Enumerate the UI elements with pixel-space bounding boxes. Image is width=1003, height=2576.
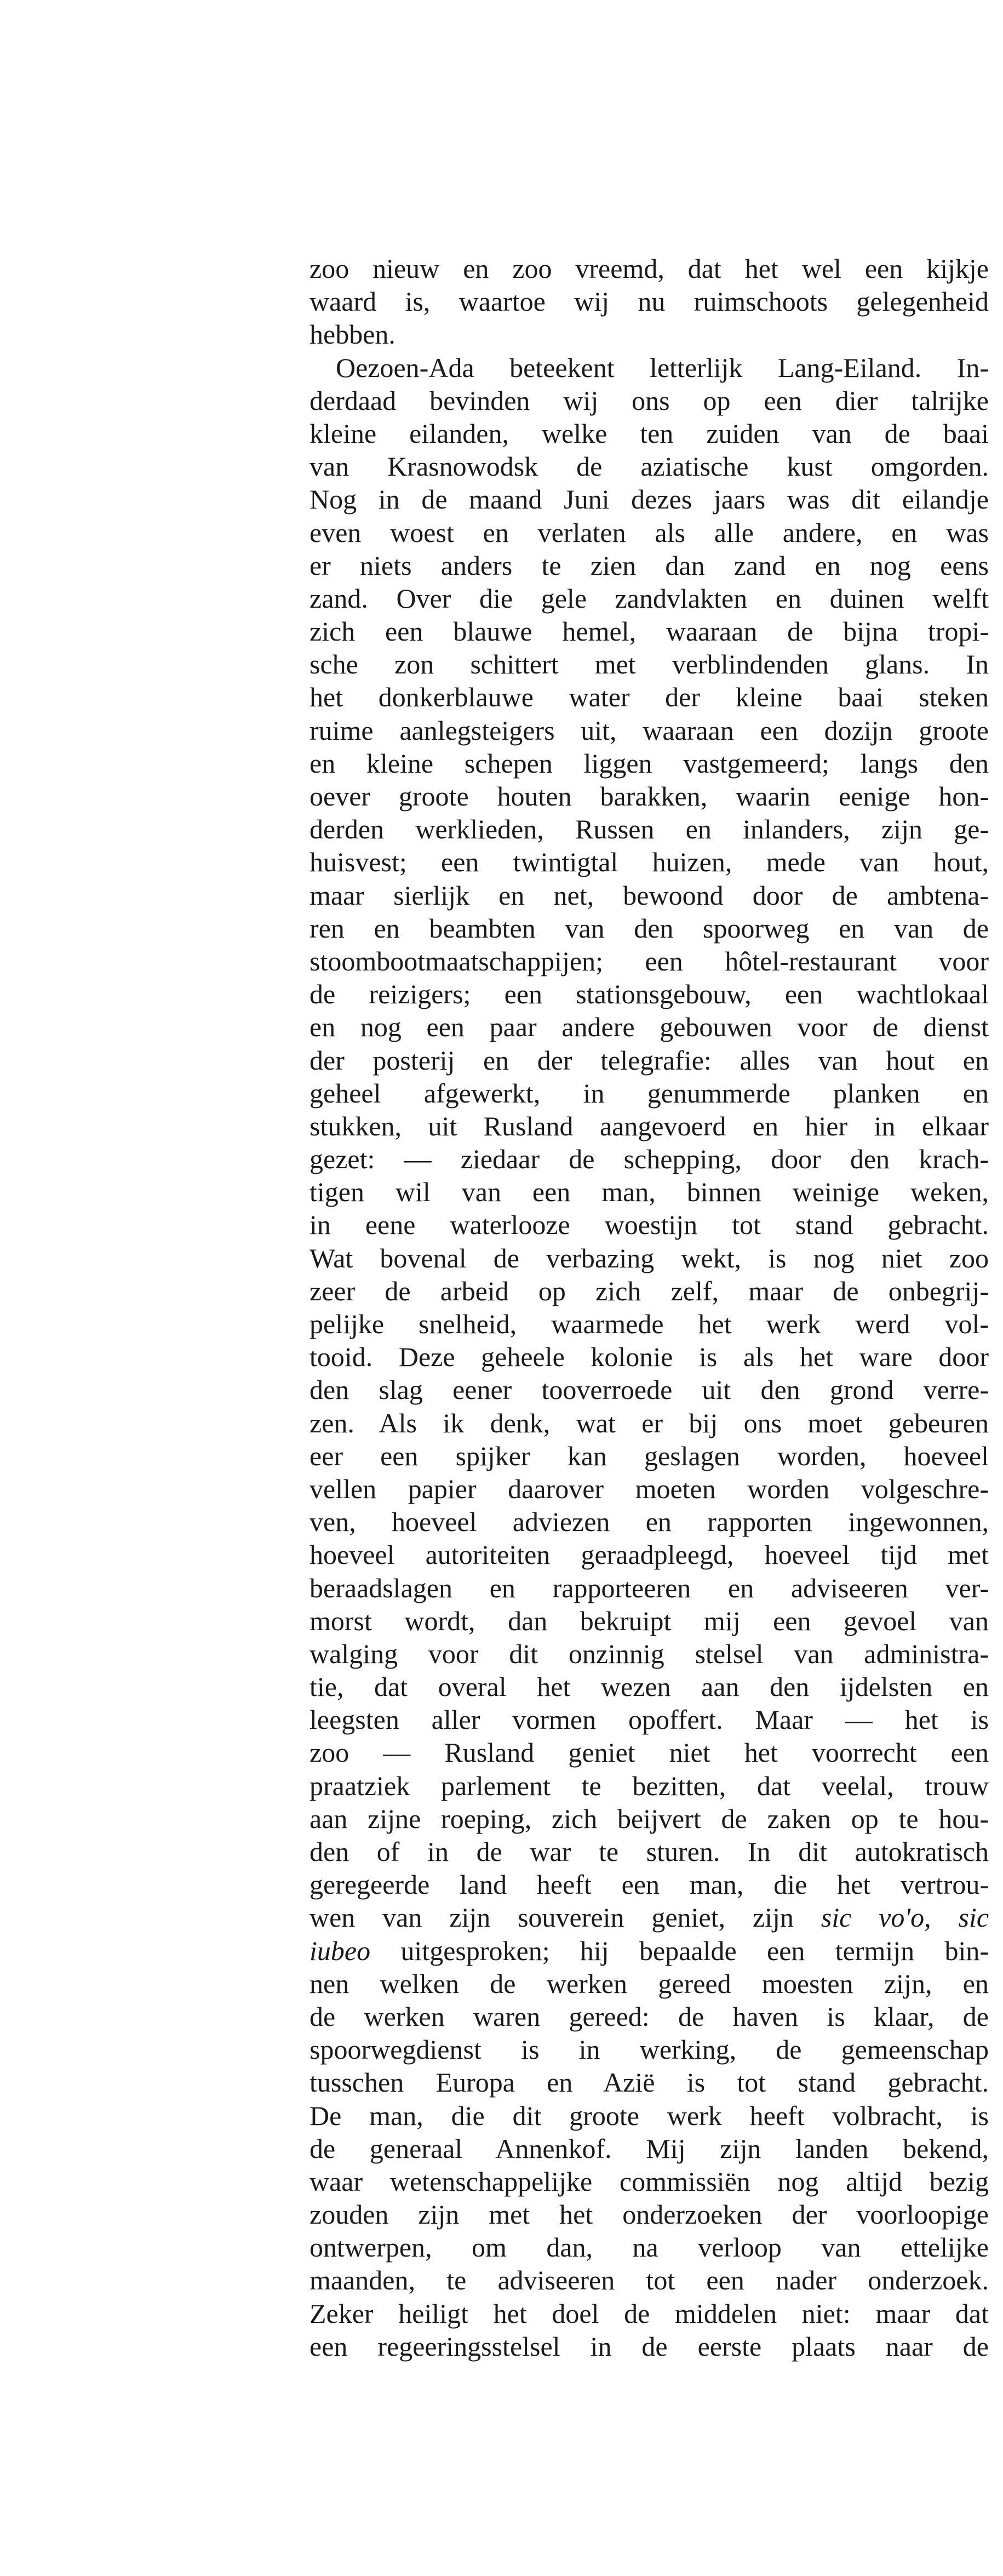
text-line: den of in de war te sturen. In dit autokratisch: [310, 1836, 989, 1867]
text-line: ontwerpen, om dan, na verloop van ettelijke: [310, 2232, 989, 2263]
text-line: hoeveel autoriteiten geraadpleegd, hoeveel tijd met: [310, 1539, 989, 1570]
text-line: sche zon schittert met verblindenden glans. In: [310, 649, 989, 680]
text-line: derden werklieden, Russen en inlanders, zijn ge-: [310, 814, 989, 845]
text-line: Oezoen-Ada beteekent letterlijk Lang-Eiland. In-: [336, 352, 989, 383]
text-line: den slag eener tooverroede uit den grond verre-: [310, 1374, 989, 1406]
text-line: geregeerde land heeft een man, die het vertrou-: [310, 1869, 989, 1900]
text-line: tigen wil van een man, binnen weinige weken,: [310, 1176, 989, 1208]
text-line: maanden, te adviseeren tot een nader onderzoek.: [310, 2265, 989, 2296]
text-line: ren en beambten van den spoorweg en van de: [310, 912, 989, 944]
text-line: nen welken de werken gereed moesten zijn, en: [310, 1968, 989, 1999]
text-line: waar wetenschappelijke commissiën nog altijd bezig: [310, 2166, 989, 2197]
text-line: beraadslagen en rapporteeren en adviseeren ver-: [310, 1572, 989, 1603]
text-line: wen van zijn souverein geniet, zijn sic vo'o, sic: [310, 1902, 989, 1933]
text-line: huisvest; een twintigtal huizen, mede van hout,: [310, 847, 989, 878]
text-line: walging voor dit onzinnig stelsel van administra-: [310, 1638, 989, 1669]
text-line: geheel afgewerkt, in genummerde planken en: [310, 1077, 989, 1109]
text-line: tusschen Europa en Azië is tot stand gebracht.: [310, 2067, 989, 2098]
text-line: zen. Als ik denk, wat er bij ons moet gebeuren: [310, 1407, 989, 1438]
text-line: kleine eilanden, welke ten zuiden van de baai: [310, 418, 989, 449]
text-line: de generaal Annenkof. Mij zijn landen bekend,: [310, 2133, 989, 2164]
text-line: tie, dat overal het wezen aan den ijdelsten en: [310, 1671, 989, 1703]
text-line: de reizigers; een stationsgebouw, een wachtlokaal: [310, 979, 989, 1010]
text-line: ruime aanlegsteigers uit, waaraan een dozijn groote: [310, 715, 989, 746]
text-line: zand. Over die gele zandvlakten en duinen welft: [310, 582, 989, 614]
text-line: van Krasnowodsk de aziatische kust omgorden.: [310, 451, 989, 482]
text-line: spoorwegdienst is in werking, de gemeenschap: [310, 2034, 989, 2065]
text-line: er niets anders te zien dan zand en nog eens: [310, 550, 989, 581]
text-line: gezet: — ziedaar de schepping, door den krach-: [310, 1144, 989, 1175]
text-line: Zeker heiligt het doel de middelen niet: maar dat: [310, 2298, 989, 2329]
text-line: een regeeringsstelsel in de eerste plaats naar de: [310, 2331, 989, 2362]
text-line: iubeo uitgesproken; hij bepaalde een termijn bin-: [310, 1935, 989, 1966]
text-line: zouden zijn met het onderzoeken der voorloopige: [310, 2199, 989, 2230]
body-text: [310, 252, 989, 2363]
text-line: praatziek parlement te bezitten, dat veelal, trouw: [310, 1770, 989, 1801]
text-line: De man, die dit groote werk heeft volbracht, is: [310, 2100, 989, 2131]
text-line: eer een spijker kan geslagen worden, hoeveel: [310, 1440, 989, 1471]
text-line: de werken waren gereed: de haven is klaar, de: [310, 2001, 989, 2032]
text-line: ven, hoeveel adviezen en rapporten ingewonnen,: [310, 1506, 989, 1538]
text-line: zich een blauwe hemel, waaraan de bijna tropi-: [310, 616, 989, 647]
text-line: oever groote houten barakken, waarin eenige hon-: [310, 781, 989, 812]
text-line: Wat bovenal de verbazing wekt, is nog niet zoo: [310, 1242, 989, 1273]
text-line: hebben.: [310, 319, 396, 350]
text-line: even woest en verlaten als alle andere, en was: [310, 517, 989, 548]
text-line: stoombootmaatschappijen; een hôtel-restaurant voor: [310, 945, 989, 976]
text-line: zeer de arbeid op zich zelf, maar de onbegrij-: [310, 1275, 989, 1306]
text-line: stukken, uit Rusland aangevoerd en hier in elkaar: [310, 1110, 989, 1141]
text-line: vellen papier daarover moeten worden volgeschre-: [310, 1473, 989, 1504]
text-line: zoo — Rusland geniet niet het voorrecht een: [310, 1737, 989, 1768]
text-line: en nog een paar andere gebouwen voor de dienst: [310, 1012, 989, 1043]
text-line: tooid. Deze geheele kolonie is als het ware door: [310, 1341, 989, 1373]
text-line: aan zijne roeping, zich beijvert de zaken op te hou-: [310, 1803, 989, 1834]
text-line: in eene waterlooze woestijn tot stand gebracht.: [310, 1209, 989, 1241]
text-line: waard is, waartoe wij nu ruimschoots gelegenheid: [310, 286, 989, 317]
text-line: derdaad bevinden wij ons op een dier talrijke: [310, 385, 989, 416]
text-line: pelijke snelheid, waarmede het werk werd vol-: [310, 1309, 989, 1339]
text-line: het donkerblauwe water der kleine baai steken: [310, 682, 989, 713]
text-line: Nog in de maand Juni dezes jaars was dit eilandje: [310, 484, 989, 515]
text-line: en kleine schepen liggen vastgemeerd; langs den: [310, 747, 989, 779]
text-line: morst wordt, dan bekruipt mij een gevoel van: [310, 1605, 989, 1636]
text-line: leegsten aller vormen opoffert. Maar — het is: [310, 1704, 989, 1735]
text-line: zoo nieuw en zoo vreemd, dat het wel een kijkje: [310, 253, 989, 284]
text-line: maar sierlijk en net, bewoond door de ambtena-: [310, 879, 989, 911]
text-line: der posterij en der telegrafie: alles van hout en: [310, 1044, 989, 1076]
